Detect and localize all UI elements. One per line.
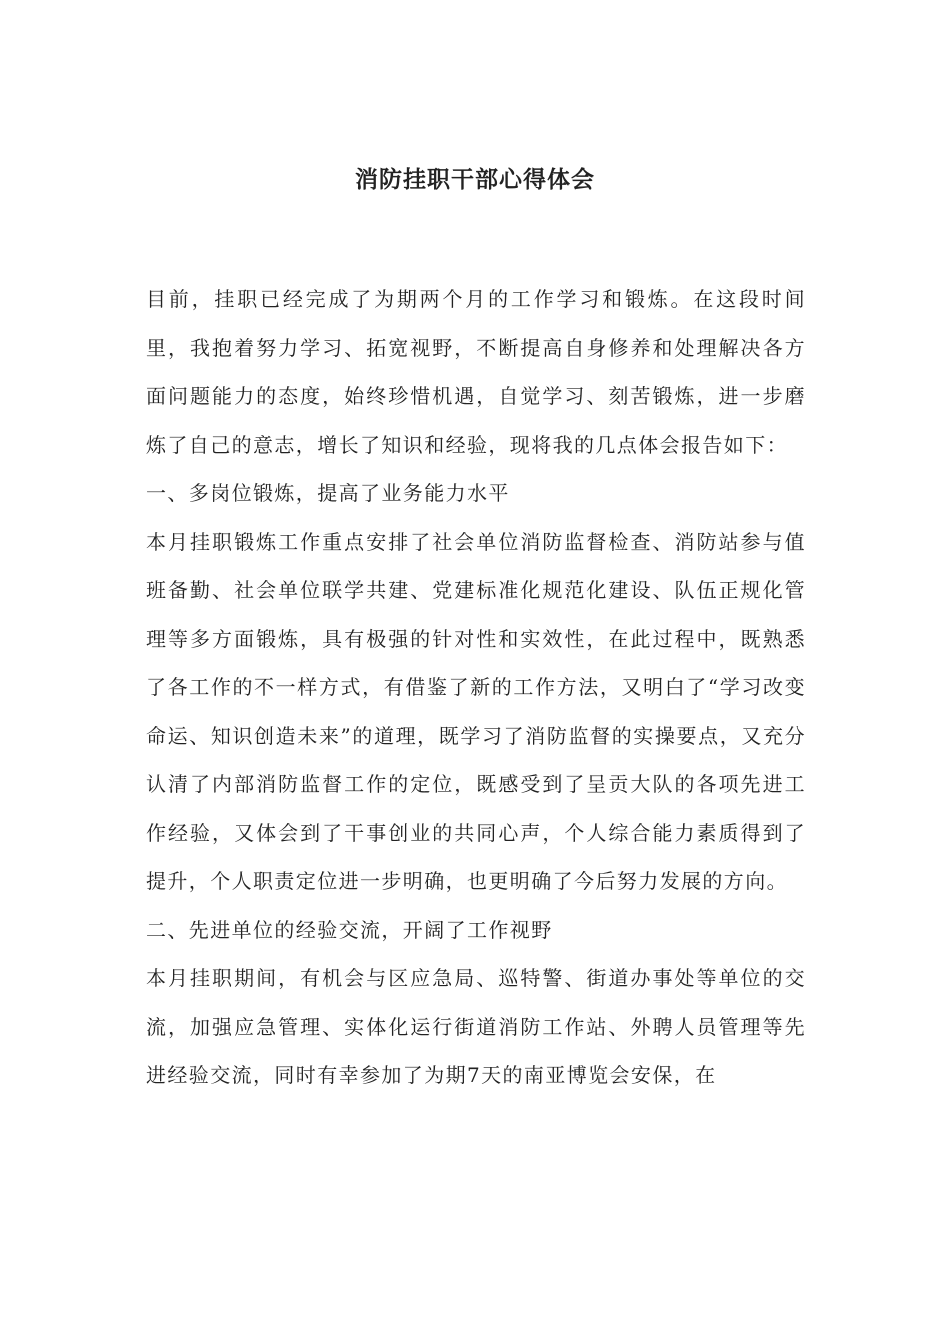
paragraph-section-1: 本月挂职锻炼工作重点安排了社会单位消防监督检查、消防站参与值班备勤、社会单位联学共建、党建标准化规范化建设、队伍正规化管理等多方面锻炼，具有极强的针对性和实效性，在此过程中，既熟悉了各工作的不一样方式，有借鉴了新的工作方法，又明白了“学习改变命运、知识创造未来”的道理，既学习了消防监督的实操要点，又充分认清了内部消防监督工作的定位，既感受到了呈贡大队的各项先进工作经验，又体会到了干事创业的共同心声，个人综合能力素质得到了提升，个人职责定位进一步明确，也更明确了今后努力发展的方向。: [146, 529, 806, 893]
document-title: 消防挂职干部心得体会: [355, 166, 595, 193]
paragraph-intro: 目前，挂职已经完成了为期两个月的工作学习和锻炼。在这段时间里，我抱着努力学习、拓宽视野，不断提高自身修养和处理解决各方面问题能力的态度，始终珍惜机遇，自觉学习、刻苦锻炼，进一步磨炼了自己的意志，增长了知识和经验，现将我的几点体会报告如下：: [146, 287, 806, 457]
section-heading-1: 一、多岗位锻炼，提高了业务能力水平: [146, 481, 510, 505]
section-heading-2: 二、先进单位的经验交流，开阔了工作视野: [146, 917, 553, 942]
paragraph-section-2: 本月挂职期间，有机会与区应急局、巡特警、街道办事处等单位的交流，加强应急管理、实体化运行街道消防工作站、外聘人员管理等先进经验交流，同时有幸参加了为期7天的南亚博览会安保，在: [146, 966, 806, 1087]
document-body: [146, 275, 806, 1100]
